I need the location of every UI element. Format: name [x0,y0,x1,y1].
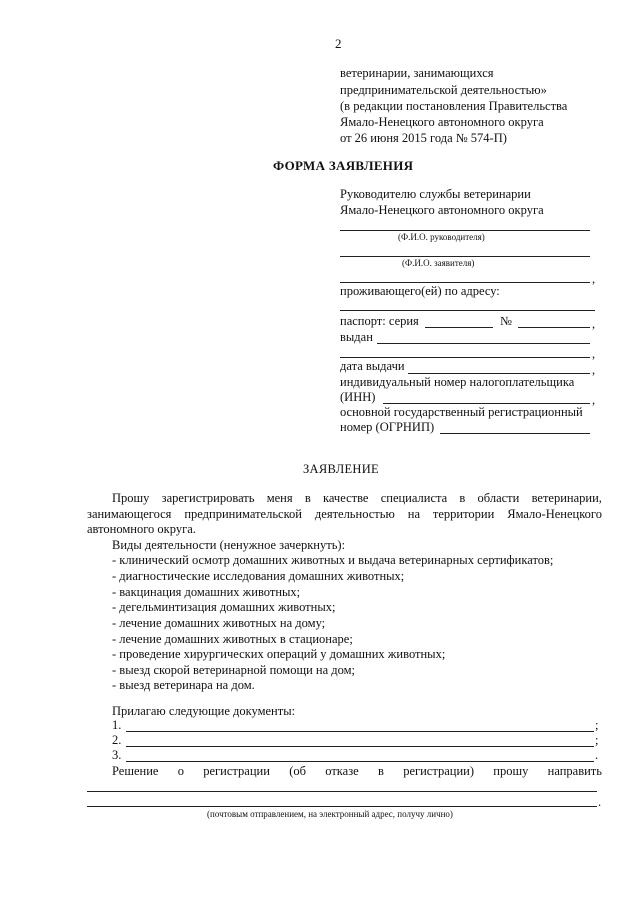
word: в [378,764,384,778]
statement-title: ЗАЯВЛЕНИЕ [303,462,379,476]
period: . [595,748,599,762]
attachments-header: Прилагаю следующие документы: [112,704,296,718]
attachment-number: 3. [112,748,122,762]
issue-date-label: дата выдачи [340,359,405,373]
attachment-number: 2. [112,733,122,747]
word: Прошу [112,491,150,505]
header-line: (в редакции постановления Правительства [340,99,568,113]
activity-item[interactable]: - вакцинация домашних животных; [112,585,301,599]
word: качестве [323,491,369,505]
word: деятельностью [314,507,395,521]
activity-item[interactable]: - дегельминтизация домашних животных; [112,600,336,614]
ogrnip-label-2: номер (ОГРНИП) [340,420,435,434]
activity-item[interactable]: - лечение домашних животных в стационаре; [112,632,353,646]
decision-line [112,764,602,779]
comma: , [592,363,596,377]
word: занимающегося [87,507,172,521]
delivery-caption: (почтовым отправлением, на электронный адрес, получу лично) [207,809,453,819]
addressee-line: Руководителю службы ветеринарии [340,187,531,201]
ogrnip-label: основной государственный регистрационный [340,405,583,419]
issued-by-field-2[interactable] [340,357,590,358]
decision-field-1[interactable] [87,791,597,792]
header-line: от 26 июня 2015 года № 574-П) [340,131,507,145]
attachment-field-1[interactable] [126,731,594,732]
issue-date-field[interactable] [408,373,590,374]
addressee-line: Ямало-Ненецкого автономного округа [340,203,544,217]
activity-item[interactable]: - проведение хирургических операций у домашних животных; [112,647,446,661]
comma: , [592,347,596,361]
attachment-number: 1. [112,718,122,732]
semicolon: ; [595,718,599,732]
word: территории [432,507,495,521]
header-line: ветеринарии, занимающихся [340,66,494,80]
activities-header: Виды деятельности (ненужное зачеркнуть): [112,538,346,552]
form-title: ФОРМА ЗАЯВЛЕНИЯ [273,158,414,173]
inn-label-2: (ИНН) [340,390,376,404]
activity-item[interactable]: - клинический осмотр домашних животных и выдача ветеринарных сертификатов; [112,553,554,567]
activity-item[interactable]: - выезд скорой ветеринарной помощи на дом; [112,663,356,677]
issued-label: выдан [340,330,373,344]
inn-label: индивидуальный номер налогоплательщика [340,375,575,389]
attachment-field-3[interactable] [126,761,594,762]
passport-number-label: № [500,314,512,328]
applicant-name-field[interactable] [340,256,590,257]
period: . [598,795,602,809]
word: в [459,491,466,505]
word: регистрации) [403,764,474,778]
passport-series-label: паспорт: серия [340,314,419,328]
head-name-field[interactable] [340,230,590,231]
word: Ямало-Ненецкого [507,507,602,521]
word: предпринимательской [184,507,302,521]
ogrnip-field[interactable] [440,433,590,434]
statement-paragraph-line: автономного округа. [87,522,196,536]
attachment-field-2[interactable] [126,746,594,747]
residing-label: проживающего(ей) по адресу: [340,284,500,298]
word: зарегистрировать [161,491,255,505]
word: (об [289,764,306,778]
semicolon: ; [595,733,599,747]
word: регистрации [203,764,270,778]
activity-item[interactable]: - выезд ветеринара на дом. [112,678,255,692]
comma: , [592,272,596,286]
word: на [407,507,420,521]
word: специалиста [380,491,448,505]
statement-paragraph-line [87,507,602,522]
word: направить [547,764,602,778]
word: Решение [112,764,159,778]
issued-by-field[interactable] [377,343,590,344]
header-line: Ямало-Ненецкого автономного округа [340,115,544,129]
page-number: 2 [335,36,342,51]
passport-series-field[interactable] [425,327,493,328]
word: о [177,764,184,778]
activity-item[interactable]: - лечение домашних животных на дому; [112,616,326,630]
word: меня [266,491,293,505]
head-name-caption: (Ф.И.О. руководителя) [398,232,485,242]
header-line: предпринимательской деятельностью» [340,83,547,97]
inn-field[interactable] [383,403,590,404]
activity-item[interactable]: - диагностические исследования домашних животных; [112,569,405,583]
passport-number-field[interactable] [518,327,590,328]
word: в [304,491,311,505]
address-field[interactable] [340,310,595,311]
applicant-name-caption: (Ф.И.О. заявителя) [402,258,475,268]
word: области [477,491,520,505]
decision-field-2[interactable] [87,806,597,807]
word: прошу [493,764,529,778]
comma: , [592,317,596,331]
statement-paragraph-line [112,491,602,506]
word: ветеринарии, [531,491,602,505]
applicant-name-field-2[interactable] [340,282,590,283]
comma: , [592,393,596,407]
word: отказе [325,764,359,778]
